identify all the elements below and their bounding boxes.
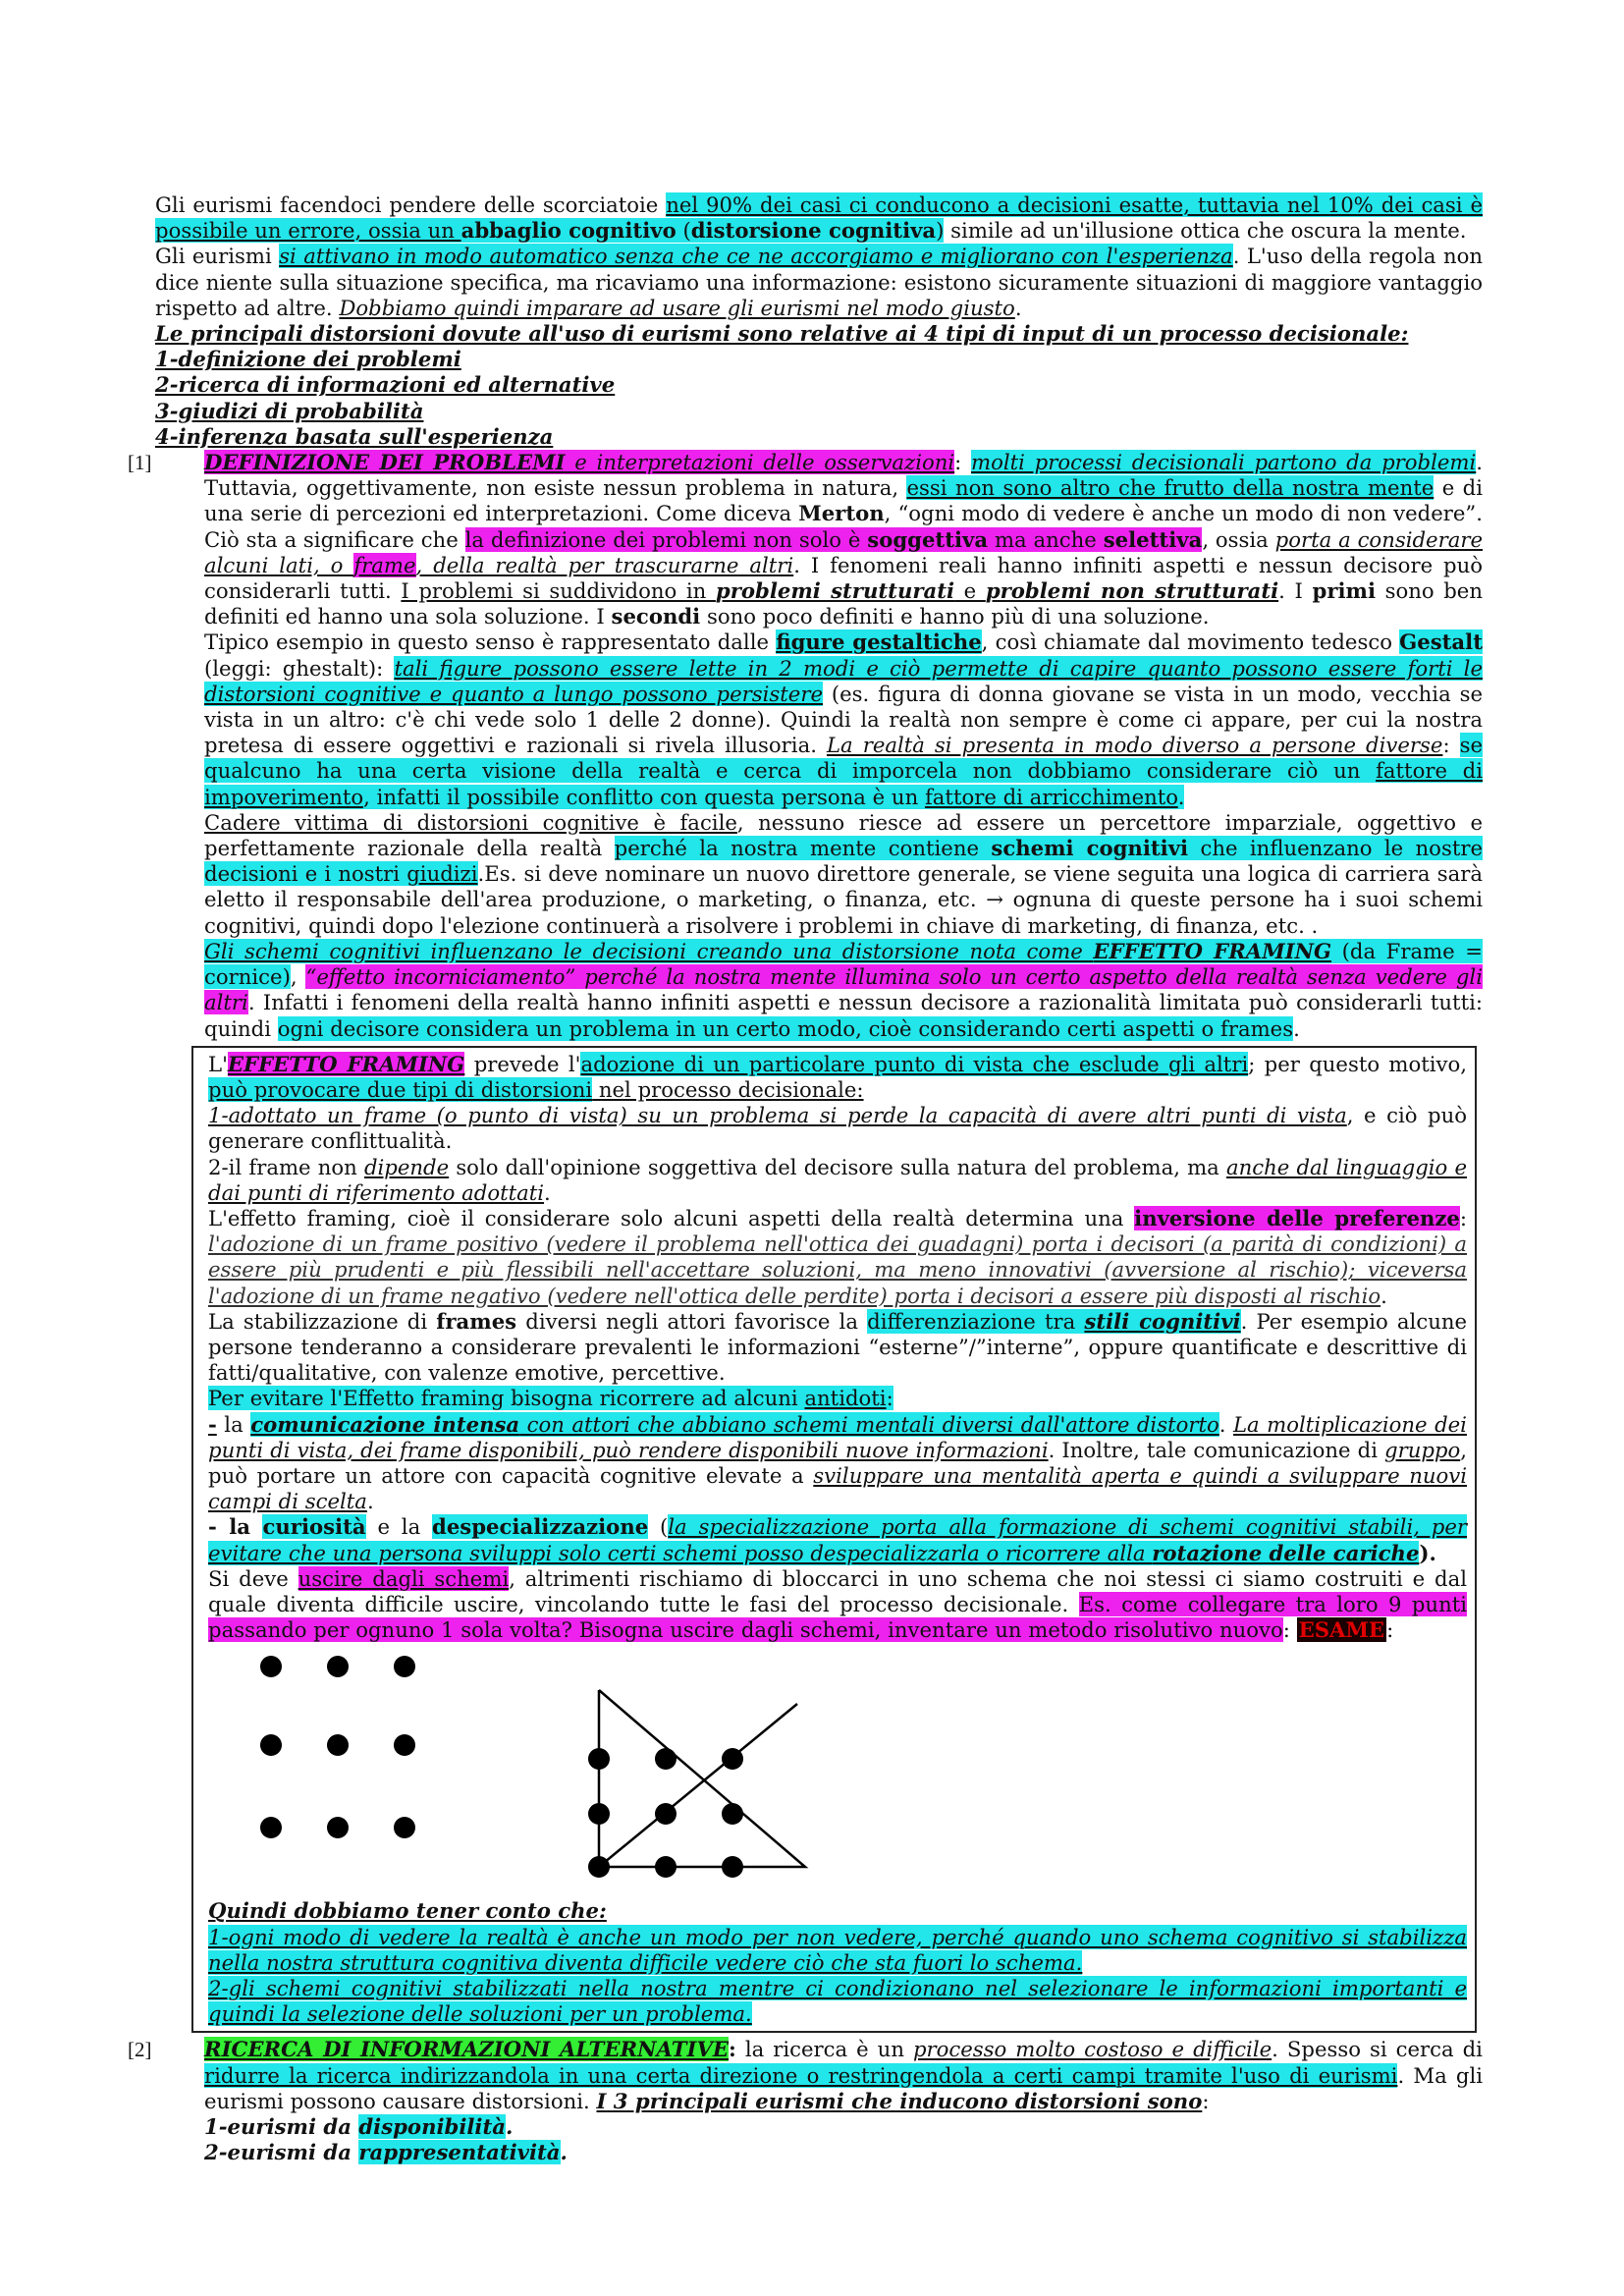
input-list-item: 4-inferenza basata sull'esperienza [155,423,554,449]
input-list-item: 2-ricerca di informazioni ed alternative [155,372,616,398]
distortions-heading: Le principali distorsioni dovute all'uso di eurismi sono relative ai 4 tipi di input di un processo decisionale: [155,321,1409,347]
input-list-item: 1-definizione dei problemi [155,347,461,372]
framing-paragraph: Gli schemi cognitivi influenzano le decisioni creando una distorsione nota come EFFETTO FRAMING (da Frame = cornice), “effetto incorniciamento” perché la nostra mente illumina solo un certo aspetto della realtà senza vedere gli altri. Infatti i fenomeni della realtà hanno infiniti aspetti e nessun decisore a razionalità limitata può considerarli tutti: quindi ogni decisore considera un problema in un certo modo, cioè considerando certi aspetti o frames. [204,938,1483,1041]
nine-dots-puzzle [208,1643,1467,1898]
box-antidote-curiosity: - la curiosità e la despecializzazione (la specializzazione porta alla formazione di schemi cognitivi stabili, per evitare che una persona sviluppi solo certi schemi posso despecializzarla o ricorrere alla rotazione delle cariche). [208,1514,1467,1565]
document-page [128,192,1484,2165]
box-exit-schemas-paragraph: Si deve uscire dagli schemi, altrimenti rischiamo di bloccarci in uno schema che noi stessi ci siamo costruiti e dal quale diventa difficile uscire, vincolando tutte le fasi del processo decisionale. Es. come collegare tra loro 9 punti passando per ognuno 1 sola volta? Bisogna uscire dagli schemi, inventare un metodo risolutivo nuovo: ESAME: [208,1565,1467,1643]
input-list-item: 3-giudizi di probabilità [155,398,424,423]
section-2 [128,2037,1484,2165]
section-marker: [1] [128,451,152,475]
dot-grid-solution [588,1690,805,1878]
box-styles-paragraph: La stabilizzazione di frames diversi negli attori favorisce la differenziazione tra stili cognitivi. Per esempio alcune persone tenderanno a considerare prevalenti le informazioni “esterne”/”interne”, oppure quantificate e descrittive di fatti/qualitative, con valenze emotive, percettive. [208,1308,1468,1386]
section-marker: [2] [128,2038,152,2062]
section-1-paragraph: DEFINIZIONE DEI PROBLEMI e interpretazioni delle osservazioni: molti processi decisionali partono da problemi. Tuttavia, oggettivamente, non esiste nessun problema in natura, essi non sono altro che frutto della nostra mente e di una serie di percezioni ed interpretazioni. Come diceva Merton, “ogni modo di vedere è anche un modo di non vedere”. Ciò sta a significare che la definizione dei problemi non solo è soggettiva ma anche selettiva, ossia porta a considerare alcuni lati, o frame, della realtà per trascurarne altri. I fenomeni reali hanno infiniti aspetti e nessun decisore può considerarli tutti. I problemi si suddividono in problemi strutturati e problemi non strutturati. I primi sono ben definiti ed hanno una sola soluzione. I secondi sono poco definiti e hanno più di una soluzione. [204,450,1484,629]
intro-paragraph-2: Gli eurismi si attivano in modo automatico senza che ce ne accorgiamo e migliorano con l'esperienza. L'uso della regola non dice niente sulla situazione specifica, ma ricaviamo una informazione: esistono sicuramente situazioni di maggiore vantaggio rispetto ad altre. Dobbiamo quindi imparare ad usare gli eurismi nel modo giusto. [155,244,1483,320]
box-distortion-1: 1-adottato un frame (o punto di vista) su un problema si perde la capacità di avere altri punti di vista, e ciò può generare conflittualità. [208,1103,1468,1154]
box-antidote-communication: - la comunicazione intensa con attori che abbiano schemi mentali diversi dall'attore distorto. La moltiplicazione dei punti di vista, dei frame disponibili, può rendere disponibili nuove informazioni. Inoltre, tale comunicazione di gruppo, può portare un attore con capacità cognitive elevate a sviluppare una mentalità aperta e quindi a sviluppare nuovi campi di scelta. [208,1411,1468,1514]
box-conclusion-2: 2-gli schemi cognitivi stabilizzati nella nostra mentre ci condizionano nel selezionare le informazioni importanti e quindi la selezione delle soluzioni per un problema. [208,1975,1467,2027]
dot-grid-problem [260,1656,415,1838]
section-1 [128,450,1484,1042]
box-antidotes-heading: Per evitare l'Effetto framing bisogna ricorrere ad alcuni antidoti: [208,1386,893,1411]
section-2-paragraph: RICERCA DI INFORMAZIONI ALTERNATIVE: la ricerca è un processo molto costoso e difficile. Spesso si cerca di ridurre la ricerca indirizzandola in una certa direzione o restringendola a certi campi tramite l'uso di eurismi. Ma gli eurismi possono causare distorsioni. I 3 principali eurismi che inducono distorsioni sono: [204,2037,1484,2113]
framing-box [191,1046,1477,2034]
box-distortion-2: 2-il frame non dipende solo dall'opinione soggettiva del decisore sulla natura del problema, ma anche dal linguaggio e dai punti di riferimento adottati. [208,1154,1467,1205]
box-conclusion-heading: Quindi dobbiamo tener conto che: [208,1898,607,1924]
box-conclusion-1: 1-ogni modo di vedere la realtà è anche un modo per non vedere, perché quando uno schema cognitivo si stabilizza nella nostra struttura cognitiva diventa difficile vedere ciò che sta fuori lo schema. [208,1924,1467,1975]
intro-paragraph-1: Gli eurismi facendoci pendere delle scorciatoie nel 90% dei casi ci conducono a decisioni esatte, tuttavia nel 10% dei casi è possibile un errore, ossia un abbaglio cognitivo (distorsione cognitiva) simile ad un'illusione ottica che oscura la mente. [155,192,1483,244]
esame-badge: ESAME [1298,1617,1385,1643]
schemas-paragraph: Cadere vittima di distorsioni cognitive è facile, nessuno riesce ad essere un percettore imparziale, oggettivo e perfettamente razionale della realtà perché la nostra mente contiene schemi cognitivi che influenzano le nostre decisioni e i nostri giudizi.Es. si deve nominare un nuovo direttore generale, se viene seguita una logica di carriera sarà eletto il responsabile dell'area produzione, o marketing, o finanza, etc. → ognuna di queste persone ha i suoi schemi cognitivi, quindi dopo l'elezione continuerà a risolvere i problemi in chiave di marketing, di finanza, etc. . [204,809,1483,938]
box-paragraph-intro: L'EFFETTO FRAMING prevede l'adozione di un particolare punto di vista che esclude gli altri; per questo motivo, può provocare due tipi di distorsioni nel processo decisionale: [208,1051,1467,1102]
nine-dots-figure [208,1643,1092,1898]
heuristic-item-representativeness: 2-eurismi da rappresentatività. [204,2140,568,2165]
box-preferences-paragraph: L'effetto framing, cioè il considerare solo alcuni aspetti della realtà determina una inversione delle preferenze: l'adozione di un frame positivo (vedere il problema nell'ottica dei guadagni) porta i decisori (a parità di condizioni) a essere più prudenti e più flessibili nell'accettare soluzioni, ma meno innovativi (avversione al rischio); viceversa l'adozione di un frame negativo (vedere nell'ottica delle perdite) porta i decisori a essere più disposti al rischio. [208,1205,1468,1308]
heuristic-item-availability: 1-eurismi da disponibilità. [204,2114,514,2139]
gestalt-paragraph: Tipico esempio in questo senso è rappresentato dalle figure gestaltiche, così chiamate dal movimento tedesco Gestalt (leggi: ghestalt): tali figure possono essere lette in 2 modi e ciò permette di capire quanto possono essere forti le distorsioni cognitive e quanto a lungo possono persistere (es. figura di donna giovane se vista in un modo, vecchia se vista in un altro: c'è chi vede solo 1 delle 2 donne). Quindi la realtà non sempre è come ci appare, per cui la nostra pretesa di essere oggettivi e razionali si rivela illusoria. La realtà si presenta in modo diverso a persone diverse: se qualcuno ha una certa visione della realtà e cerca di imporcela non dobbiamo considerare ciò un fattore di impoverimento, infatti il possibile conflitto con questa persona è un fattore di arricchimento. [204,629,1484,809]
